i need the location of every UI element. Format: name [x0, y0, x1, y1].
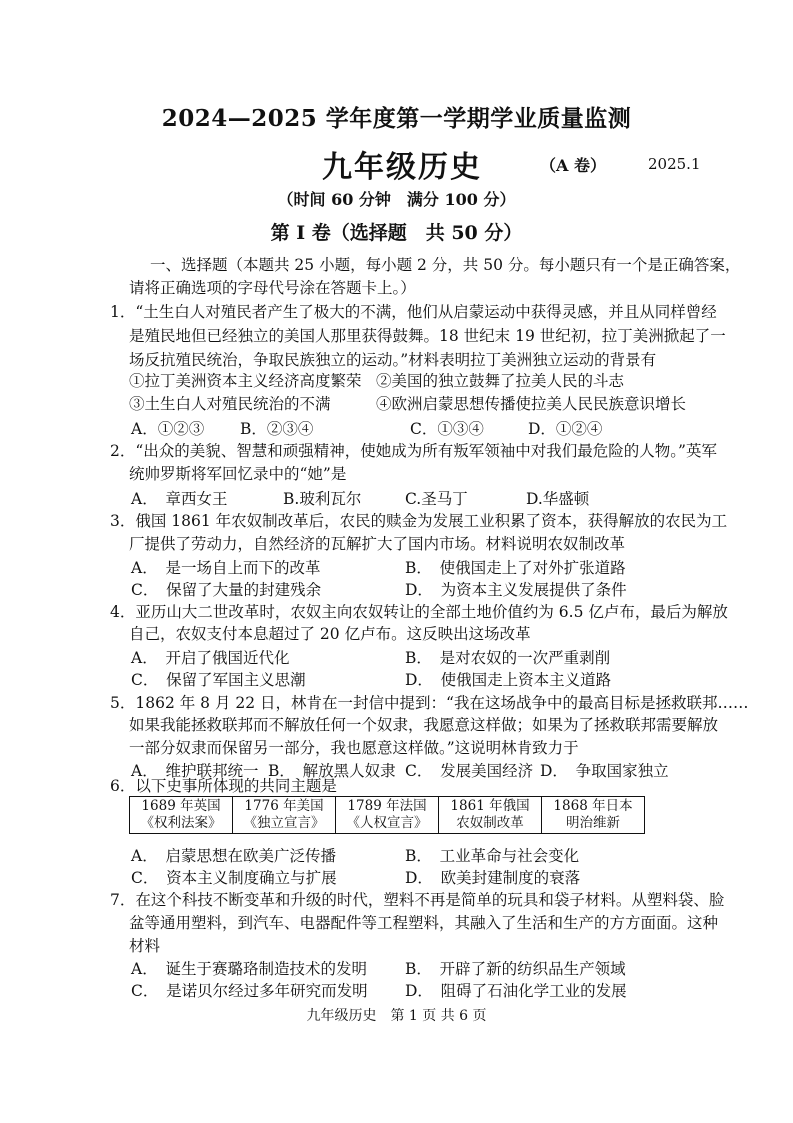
- q2-option-d: D.华盛顿: [526, 490, 590, 508]
- q3-option-d: D． 为资本主义发展提供了条件: [405, 581, 627, 599]
- cell-event: 《独立宣言》: [243, 815, 325, 831]
- cell-event: 《权利法案》: [140, 815, 222, 831]
- q5-option-c: C． 发展美国经济: [405, 762, 534, 780]
- q1-stem-line-1: 1．“土生白人对殖民者产生了极大的不满，他们从启蒙运动中获得灵感，并且从同样曾经: [110, 303, 717, 321]
- instructions-line-1: 一、选择题（本题共 25 小题，每小题 2 分，共 50 分。每小题只有一个是正确答案，: [150, 256, 741, 274]
- q1-option-c: C．①③④: [410, 420, 484, 438]
- q7-stem-line-2: 盆等通用塑料，到汽车、电器配件等工程塑料，其融入了生活和生产的方方面面。这种: [129, 914, 719, 932]
- q4-stem-line-2: 自己，农奴支付本息超过了 20 亿卢布。这反映出这场改革: [129, 625, 531, 643]
- q4-option-b: B． 是对农奴的一次严重剥削: [405, 649, 611, 667]
- q1-item-2: ②美国的独立鼓舞了拉美人民的斗志: [376, 372, 625, 390]
- cell-event: 农奴制改革: [456, 815, 524, 831]
- q6-stem: 6．以下史事所体现的共同主题是: [110, 777, 337, 795]
- q1-option-b: B．②③④: [240, 420, 314, 438]
- table-cell-4: [439, 797, 542, 834]
- q7-stem-line-1: 7．在这个科技不断变革和升级的时代，塑料不再是简单的玩具和袋子材料。从塑料袋、脸: [110, 891, 725, 909]
- table-cell-3: [336, 797, 439, 834]
- q6-option-d: D． 欧美封建制度的衰落: [405, 869, 581, 887]
- events-table: [129, 796, 645, 834]
- q5-stem-line-1: 5．1862 年 8 月 22 日，林肯在一封信中提到：“我在这场战争中的最高目标是拯救联邦……: [110, 694, 749, 712]
- paper-type: （A 卷）: [540, 156, 606, 175]
- q7-option-a: A． 诞生于赛璐珞制造技术的发明: [131, 960, 367, 978]
- instructions-line-2: 请将正确选项的字母代号涂在答题卡上。）: [129, 279, 416, 297]
- cell-year: 1789 年法国: [347, 798, 427, 814]
- q7-option-c: C． 是诺贝尔经过多年研究而发明: [131, 982, 368, 1000]
- table-row: [130, 797, 645, 834]
- q1-option-a: A．①②③: [131, 420, 205, 438]
- q7-option-d: D． 阻碍了石油化学工业的发展: [405, 982, 627, 1000]
- q4-option-d: D． 使俄国走上资本主义道路: [405, 671, 612, 689]
- cell-event: 《人权宣言》: [346, 815, 428, 831]
- q1-stem-line-3: 场反抗殖民统治，争取民族独立的运动。”材料表明拉丁美洲独立运动的背景有: [129, 351, 657, 369]
- q4-option-a: A． 开启了俄国近代化: [131, 649, 290, 667]
- q4-option-c: C． 保留了军国主义思潮: [131, 671, 306, 689]
- q2-stem-line-2: 统帅罗斯将军回忆录中的“她”是: [129, 465, 347, 483]
- q7-option-b: B． 开辟了新的纺织品生产领域: [405, 960, 626, 978]
- q2-option-a: A． 章西女王: [131, 490, 228, 508]
- q1-stem-line-2: 是殖民地但已经独立的美国人那里获得鼓舞。18 世纪末 19 世纪初，拉丁美洲掀起了一: [129, 327, 726, 345]
- cell-event: 明治维新: [566, 815, 620, 831]
- time-info: （时间 60 分钟 满分 100 分）: [277, 190, 516, 209]
- exam-title: 2024—2025 学年度第一学期学业质量监测: [161, 105, 632, 132]
- cell-year: 1861 年俄国: [450, 798, 530, 814]
- q6-option-b: B． 工业革命与社会变化: [405, 847, 580, 865]
- q5-stem-line-2: 如果我能拯救联邦而不解放任何一个奴隶，我愿意这样做；如果为了拯救联邦需要解放: [129, 716, 719, 734]
- q6-option-c: C． 资本主义制度确立与扩展: [131, 869, 337, 887]
- section-title: 第 I 卷（选择题 共 50 分）: [270, 222, 523, 244]
- cell-year: 1689 年英国: [141, 798, 221, 814]
- q5-stem-line-3: 一部分奴隶而保留另一部分，我也愿意这样做。”这说明林肯致力于: [129, 739, 579, 757]
- q1-item-1: ①拉丁美洲资本主义经济高度繁荣: [129, 372, 362, 390]
- q1-item-3: ③土生白人对殖民统治的不满: [129, 395, 331, 413]
- q2-option-b: B.玻利瓦尔: [283, 490, 362, 508]
- q2-stem-line-1: 2．“出众的美貌、智慧和顽强精神，使她成为所有叛军领袖中对我们最危险的人物。”英军: [110, 442, 717, 460]
- q3-stem-line-1: 3．俄国 1861 年农奴制改革后，农民的赎金为发展工业积累了资本，获得解放的农民为工: [110, 512, 728, 530]
- q1-option-d: D．①②④: [528, 420, 603, 438]
- q5-option-d: D． 争取国家独立: [540, 762, 669, 780]
- page-footer: 九年级历史 第 1 页 共 6 页: [306, 1008, 487, 1024]
- subject-title: 九年级历史: [322, 150, 482, 185]
- exam-date: 2025.1: [648, 155, 701, 173]
- q3-option-c: C． 保留了大量的封建残余: [131, 581, 322, 599]
- q7-stem-line-3: 材料: [129, 937, 161, 955]
- table-cell-5: [542, 797, 645, 834]
- q3-stem-line-2: 厂提供了劳动力，自然经济的瓦解扩大了国内市场。材料说明农奴制改革: [129, 535, 626, 553]
- cell-year: 1776 年美国: [244, 798, 324, 814]
- q5-option-a: A． 维护联邦统一: [131, 762, 259, 780]
- q3-option-b: B． 使俄国走上了对外扩张道路: [405, 559, 626, 577]
- table-cell-1: [130, 797, 233, 834]
- q3-option-a: A． 是一场自上而下的改革: [131, 559, 321, 577]
- table-cell-2: [233, 797, 336, 834]
- q6-option-a: A． 启蒙思想在欧美广泛传播: [131, 847, 336, 865]
- q1-item-4: ④欧洲启蒙思想传播使拉美人民民族意识增长: [376, 395, 687, 413]
- q5-option-b: B． 解放黑人奴隶: [268, 762, 396, 780]
- cell-year: 1868 年日本: [553, 798, 633, 814]
- q4-stem-line-1: 4．亚历山大二世改革时，农奴主向农奴转让的全部土地价值约为 6.5 亿卢布，最后为解放: [110, 603, 728, 621]
- q2-option-c: C.圣马丁: [405, 490, 468, 508]
